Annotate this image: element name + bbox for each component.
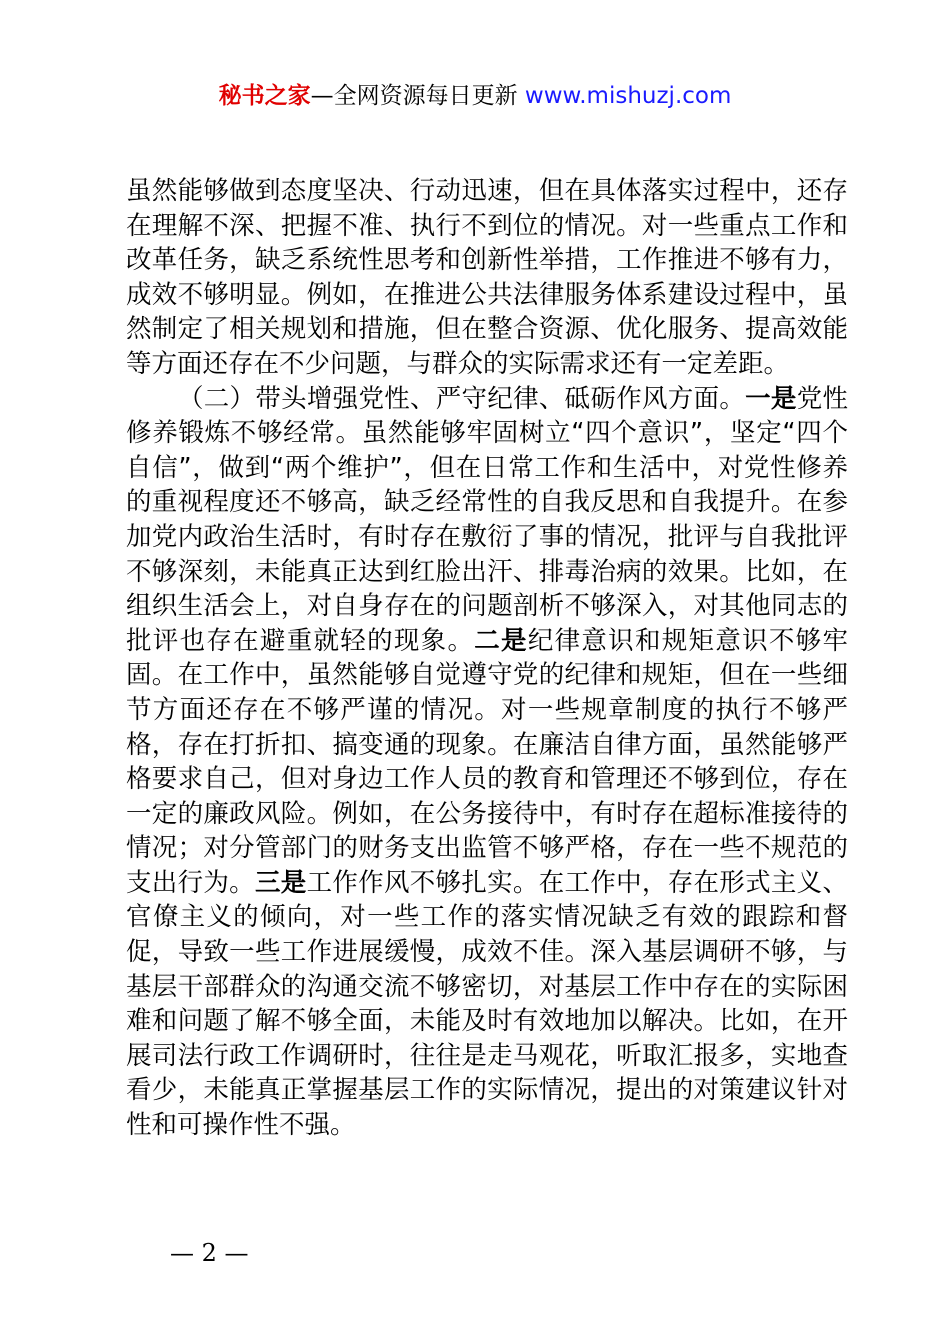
point-two-text: 纪律意识和规矩意识不够牢固。在工作中，虽然能够自觉遵守党的纪律和规矩，但在一些细节方面还存在不够严谨的情况。对一些规章制度的执行不够严格，存在打折扣、搞变通的现象。在廉洁自律方面，虽然能够严格要求自己，但对身边工作人员的教育和管理还不够到位，存在一定的廉政风险。例如，在公务接待中，有时存在超标准接待的情况；对分管部门的财务支出监管不够严格，存在一些不规范的支出行为。 <box>126 625 848 898</box>
document-body <box>126 174 848 1143</box>
point-three-text: 工作作风不够扎实。在工作中，存在形式主义、官僚主义的倾向，对一些工作的落实情况缺乏有效的跟踪和督促，导致一些工作进展缓慢，成效不佳。深入基层调研不够，与基层干部群众的沟通交流不够密切，对基层工作中存在的实际困难和问题了解不够全面，未能及时有效地加以解决。比如，在开展司法行政工作调研时，往往是走马观花，听取汇报多，实地查看少，未能真正掌握基层工作的实际情况，提出的对策建议针对性和可操作性不强。 <box>126 867 848 1141</box>
website-link[interactable]: www.mishuzj.com <box>524 83 732 109</box>
point-one-text: 党性修养锻炼不够经常。虽然能够牢固树立“四个意识”，坚定“四个自信”，做到“两个维护”，但在日常工作和生活中，对党性修养的重视程度还不够高，缺乏经常性的自我反思和自我提升。在参加党内政治生活时，有时存在敷衍了事的情况，批评与自我批评不够深刻，未能真正达到红脸出汗、排毒治病的效果。比如，在组织生活会上，对自身存在的问题剖析不够深入，对其他同志的批评也存在避重就轻的现象。 <box>126 383 848 656</box>
point-two-label: 二是 <box>474 625 528 656</box>
point-one-label: 一是 <box>745 383 797 414</box>
header-tagline: —全网资源每日更新 <box>310 83 525 109</box>
section-heading: （二）带头增强党性、严守纪律、砥砺作风方面。 <box>178 383 746 414</box>
point-three-label: 三是 <box>254 867 307 898</box>
paragraph-continued: 虽然能够做到态度坚决、行动迅速，但在具体落实过程中，还存在理解不深、把握不准、执行不到位的情况。对一些重点工作和改革任务，缺乏系统性思考和创新性举措，工作推进不够有力，成效不够明显。例如，在推进公共法律服务体系建设过程中，虽然制定了相关规划和措施，但在整合资源、优化服务、提高效能等方面还存在不少问题，与群众的实际需求还有一定差距。 <box>126 176 848 379</box>
paragraph-section-two <box>126 382 848 1143</box>
page-number: — 2 — <box>170 1239 249 1267</box>
page-header <box>0 80 950 112</box>
brand-name: 秘书之家 <box>218 83 311 109</box>
